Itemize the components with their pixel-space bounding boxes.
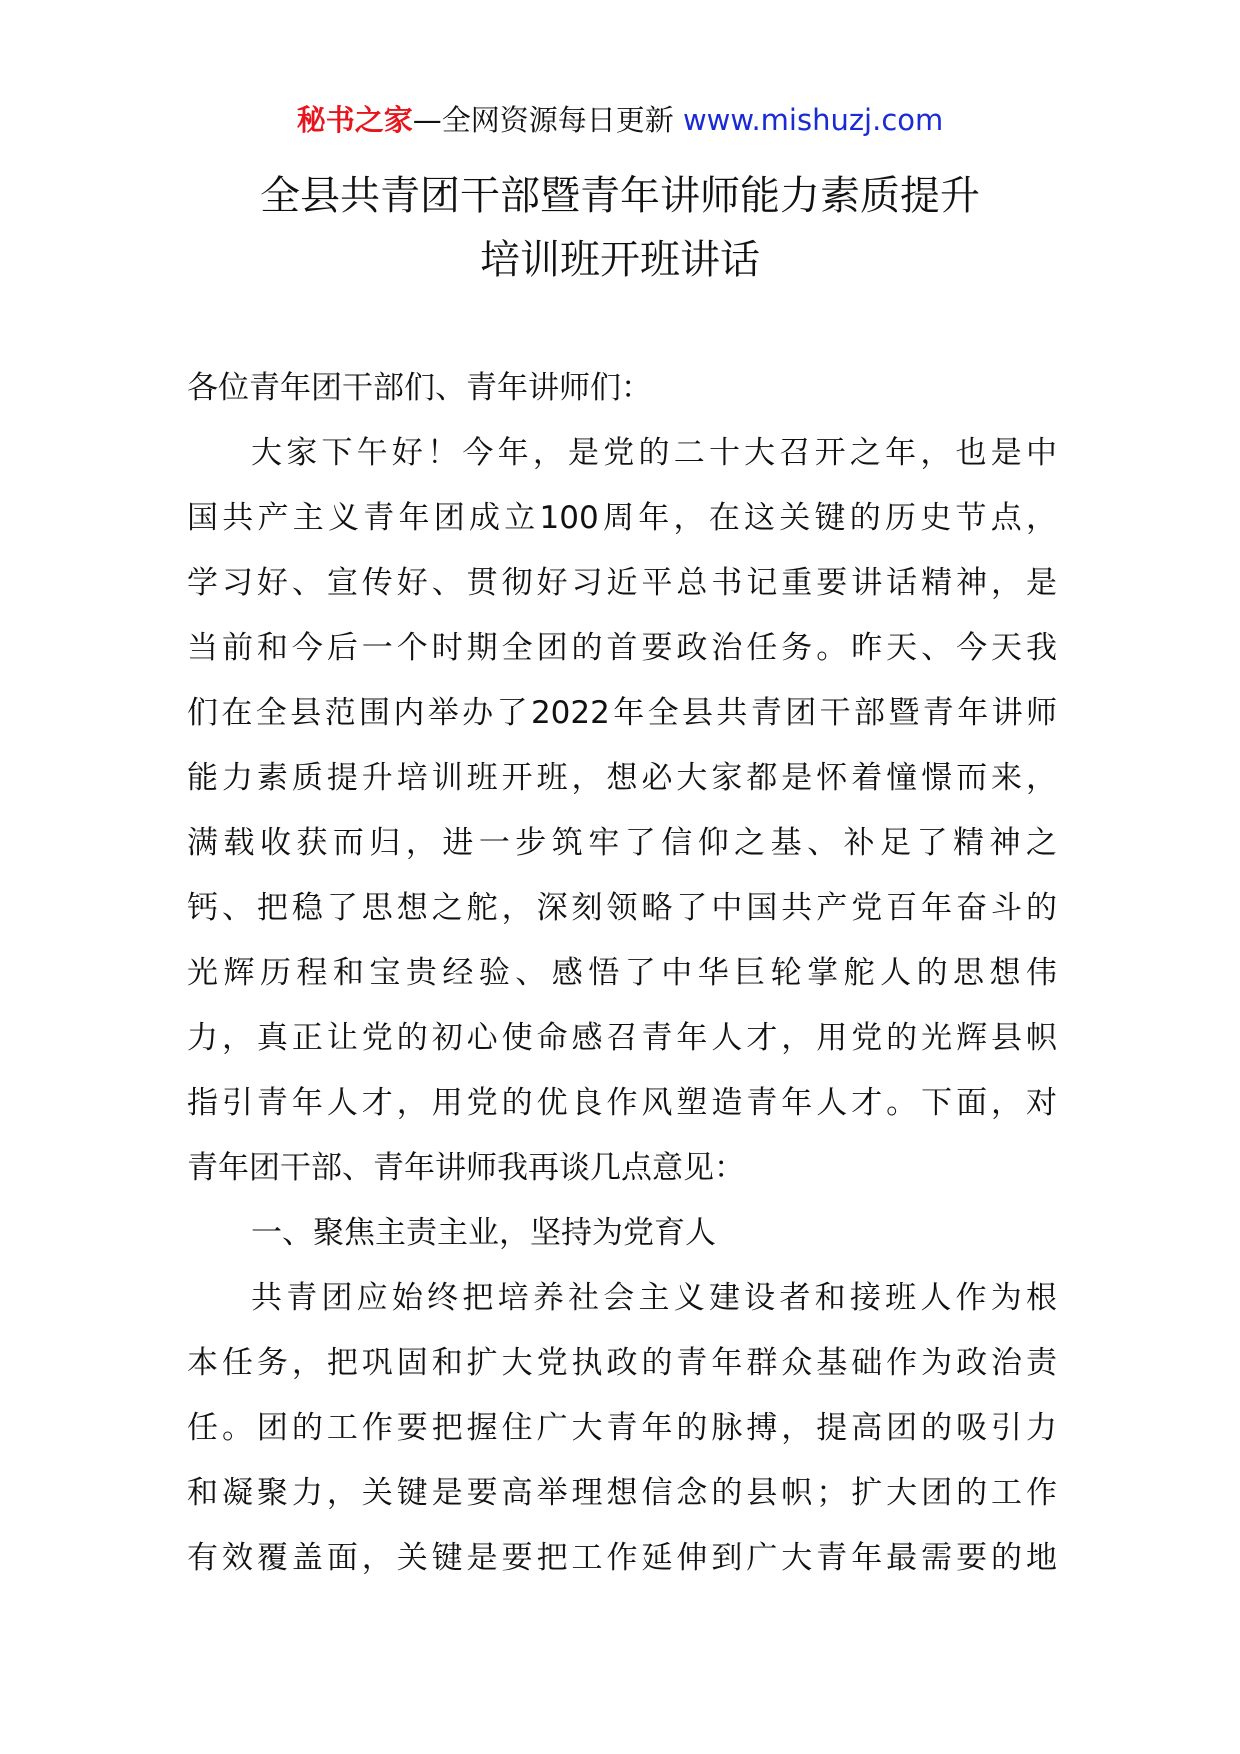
site-brand: 秘书之家: [296, 103, 413, 137]
paragraph-line: 满载收获而归，进一步筑牢了信仰之基、补足了精神之: [187, 825, 1057, 861]
paragraph-line: 大家下午好！今年，是党的二十大召开之年，也是中: [251, 435, 1057, 471]
paragraph-line: 和凝聚力，关键是要高举理想信念的县帜；扩大团的工作: [187, 1475, 1057, 1511]
section-heading: 一、聚焦主责主业，坚持为党育人: [251, 1215, 716, 1251]
site-url-link[interactable]: www.mishuzj.com: [682, 103, 944, 137]
title-line-1: 全县共青团干部暨青年讲师能力素质提升: [260, 173, 980, 219]
paragraph-line: 学习好、宣传好、贯彻好习近平总书记重要讲话精神，是: [187, 565, 1057, 601]
paragraph-line: 有效覆盖面，关键是要把工作延伸到广大青年最需要的地: [187, 1540, 1057, 1576]
paragraph-line: 任。团的工作要把握住广大青年的脉搏，提高团的吸引力: [187, 1410, 1057, 1446]
paragraph-line: 力，真正让党的初心使命感召青年人才，用党的光辉县帜: [187, 1020, 1057, 1056]
paragraph-line: 共青团应始终把培养社会主义建设者和接班人作为根: [251, 1280, 1057, 1316]
site-header: [0, 100, 1240, 140]
document-body: [187, 356, 1057, 1591]
paragraph-line: 国共产主义青年团成立100周年，在这关键的历史节点，: [187, 500, 1057, 536]
paragraph-line: 本任务，把巩固和扩大党执政的青年群众基础作为政治责: [187, 1345, 1057, 1381]
paragraph-line: 当前和今后一个时期全团的首要政治任务。昨天、今天我: [187, 630, 1057, 666]
paragraph-line: 们在全县范围内举办了2022年全县共青团干部暨青年讲师: [187, 695, 1057, 731]
document-title: [0, 164, 1240, 292]
paragraph-line: 能力素质提升培训班开班，想必大家都是怀着憧憬而来，: [187, 760, 1057, 796]
salutation: 各位青年团干部们、青年讲师们：: [187, 370, 652, 406]
paragraph-line: 光辉历程和宝贵经验、感悟了中华巨轮掌舵人的思想伟: [187, 955, 1057, 991]
site-slogan: —全网资源每日更新: [412, 103, 674, 137]
paragraph-line: 钙、把稳了思想之舵，深刻领略了中国共产党百年奋斗的: [187, 890, 1057, 926]
paragraph-line: 指引青年人才，用党的优良作风塑造青年人才。下面，对: [187, 1085, 1057, 1121]
title-line-2: 培训班开班讲话: [480, 237, 760, 283]
paragraph-line: 青年团干部、青年讲师我再谈几点意见：: [187, 1150, 745, 1186]
